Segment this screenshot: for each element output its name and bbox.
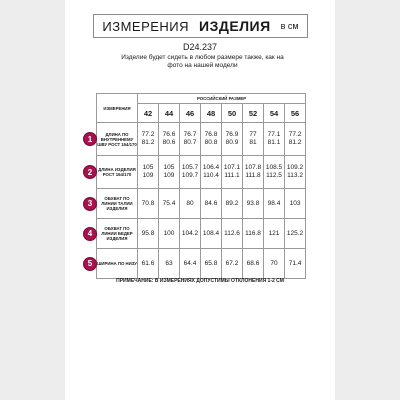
measurement-value: 125.2 <box>285 219 306 249</box>
measurement-value: 105 109 <box>138 156 159 189</box>
size-header-cell: 56 <box>285 104 306 123</box>
table-row <box>97 123 306 156</box>
size-header-cell: 46 <box>180 104 201 123</box>
measurement-value: 104.2 <box>180 219 201 249</box>
measurement-value: 116.8 <box>243 219 264 249</box>
measurement-value: 121 <box>264 219 285 249</box>
size-table <box>96 93 306 279</box>
size-header-cell: 42 <box>138 104 159 123</box>
measurement-value: 76.7 80.7 <box>180 123 201 156</box>
table-row <box>97 189 306 219</box>
measurement-label: ШИРИНА ПО НИЗУ <box>97 249 138 279</box>
table-row <box>97 249 306 279</box>
title-box <box>93 14 308 38</box>
size-header-cell: 48 <box>201 104 222 123</box>
measurement-value: 93.8 <box>243 189 264 219</box>
size-header-cell: 44 <box>159 104 180 123</box>
measurement-value: 107.1 111.1 <box>222 156 243 189</box>
row-number-badge: 1 <box>83 132 97 146</box>
row-number-badge: 2 <box>83 165 97 179</box>
measurement-value: 70.8 <box>138 189 159 219</box>
measurement-value: 75.4 <box>159 189 180 219</box>
measurement-value: 61.6 <box>138 249 159 279</box>
row-number-badge: 4 <box>83 227 97 241</box>
russian-size-header: РОССИЙСКИЙ РАЗМЕР <box>138 94 306 104</box>
measurement-value: 80 <box>180 189 201 219</box>
size-header-cell: 54 <box>264 104 285 123</box>
row-number-badge: 5 <box>83 257 97 271</box>
measurement-label: ОБХВАТ ПО ЛИНИИ ТАЛИИ ИЗДЕЛИЯ <box>97 189 138 219</box>
measurement-value: 109.2 113.2 <box>285 156 306 189</box>
measurement-value: 77.1 81.1 <box>264 123 285 156</box>
measurement-value: 64.4 <box>180 249 201 279</box>
measurement-value: 108.4 <box>201 219 222 249</box>
measurement-value: 95.8 <box>138 219 159 249</box>
table-row <box>97 219 306 249</box>
measurement-label: ОБХВАТ ПО ЛИНИИ БЕДЕР ИЗДЕЛИЯ <box>97 219 138 249</box>
size-header-cell: 52 <box>243 104 264 123</box>
measurement-value: 89.2 <box>222 189 243 219</box>
measurement-value: 98.4 <box>264 189 285 219</box>
title-measurements: ИЗМЕРЕНИЯ <box>102 18 190 34</box>
title-garment: ИЗДЕЛИЯ <box>199 18 271 34</box>
measurement-label: ДЛИНА ИЗДЕЛИЯ РОСТ 164/170 <box>97 156 138 189</box>
measurement-value: 106.4 110.4 <box>201 156 222 189</box>
measurement-value: 100 <box>159 219 180 249</box>
measurement-value: 105 109 <box>159 156 180 189</box>
title-units: в см <box>280 21 299 31</box>
measurement-value: 105.7 109.7 <box>180 156 201 189</box>
measurement-value: 76.9 80.9 <box>222 123 243 156</box>
measurement-value: 67.2 <box>222 249 243 279</box>
table-row <box>97 156 306 189</box>
tolerance-note: ПРИМЕЧАНИЕ: В ИЗМЕРЕНИЯХ ДОПУСТИМЫ ОТКЛОНЕНИЯ 1-2 СМ <box>116 278 284 284</box>
measurement-value: 84.6 <box>201 189 222 219</box>
fit-note: Изделие будет сидеть в любом размере также, как на фото на нашей модели <box>121 54 284 69</box>
measurement-value: 77.2 81.2 <box>285 123 306 156</box>
measurement-value: 63 <box>159 249 180 279</box>
measurement-value: 77.2 81.2 <box>138 123 159 156</box>
measurement-value: 103 <box>285 189 306 219</box>
measurement-value: 76.8 80.8 <box>201 123 222 156</box>
article-code: D24.237 <box>182 42 218 52</box>
measurement-value: 77 81 <box>243 123 264 156</box>
measurement-value: 76.6 80.6 <box>159 123 180 156</box>
measurement-value: 65.8 <box>201 249 222 279</box>
measurement-value: 108.5 112.5 <box>264 156 285 189</box>
measurement-value: 68.6 <box>243 249 264 279</box>
measurement-value: 70 <box>264 249 285 279</box>
size-header-cell: 50 <box>222 104 243 123</box>
measurement-value: 107.8 111.8 <box>243 156 264 189</box>
measurement-value: 71.4 <box>285 249 306 279</box>
measurement-label: ДЛИНА ПО ВНУТРЕННЕМУ ШВУ РОСТ 164/170 <box>97 123 138 156</box>
measurements-header: ИЗМЕРЕНИЯ <box>97 94 138 123</box>
measurement-value: 112.6 <box>222 219 243 249</box>
row-number-badge: 3 <box>83 197 97 211</box>
